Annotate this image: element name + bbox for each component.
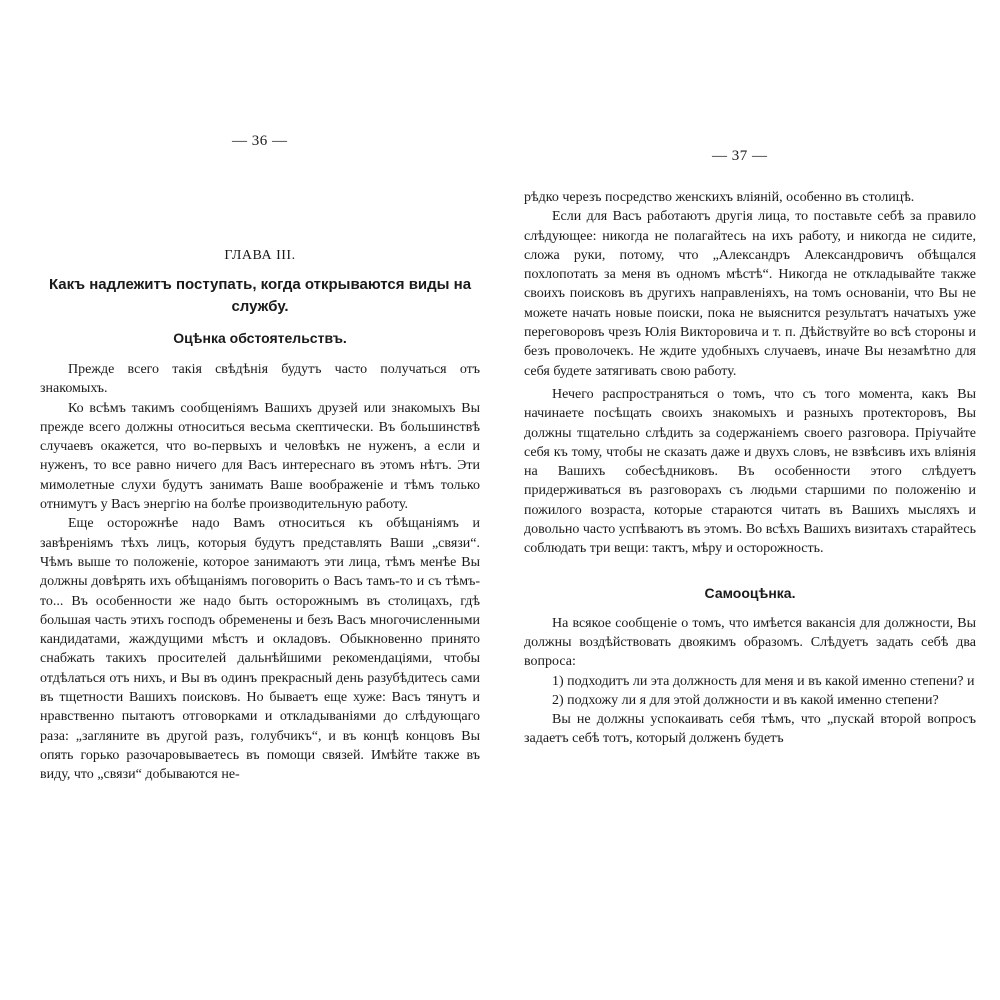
text-column (40, 247, 480, 785)
list-item: 2) подхожу ли я для этой должности и въ какой именно степени? (552, 692, 939, 708)
chapter-title: Какъ надлежитъ поступать, когда открываются виды на службу. (48, 276, 472, 315)
right-page (500, 0, 1000, 1000)
paragraph: Вы не должны успокаивать себя тѣмъ, что „пускай второй вопросъ задаетъ себѣ тотъ, который долженъ будетъ (524, 712, 976, 747)
section-heading: Самооцѣнка. (704, 584, 796, 601)
page-number: — 36 — (232, 133, 288, 149)
page-number: — 37 — (712, 148, 768, 164)
chapter-heading: ГЛАВА III. (224, 248, 296, 263)
paragraph: Еще осторожнѣе надо Вамъ относиться къ обѣщаніямъ и завѣреніямъ тѣхъ лицъ, которыя будутъ представлять Ваши „связи“. Чѣмъ выше то положеніе, которое занимаютъ эти лица, тѣмъ менѣе Вы должны довѣрять ихъ обѣщаніямъ поговорить о Васъ тамъ-то и съ тѣмъ-то... Въ особенности же надо быть осторожнымъ въ столицахъ, гдѣ большая часть этихъ господъ обременены и безъ Васъ многочисленными кандидатами, жаждущими мѣстъ и окладовъ. Обыкновенно принято снабжать такихъ просителей дальнѣйшими рекомендаціями, чтобы отдѣлаться отъ нихъ, и Вы въ одинъ прекрасный день разубѣдитесь сами въ тщетности Вашихъ поисковъ. Но бываетъ еще хуже: Васъ тянутъ и нравственно пытаютъ отговорками и откладываніями до слѣдующаго раза: „загляните въ другой разъ, голубчикъ“, и въ концѣ концовъ Вы опять горько разочаровываетесь въ помощи связей. Имѣйте также въ виду, что „связи“ добываются не- (40, 516, 480, 783)
paragraph: Если для Васъ работаютъ другія лица, то поставьте себѣ за правило слѣдующее: никогда не полагайтесь на ихъ работу, и никогда не сидите, сложа руки, потому, что „Александръ Александровичъ обѣщался похлопотать за меня въ одномъ мѣстѣ“. Никогда не откладывайте также своихъ поисковъ въ другихъ направленіяхъ, на томъ основаніи, что Вы не можете начать новые поиски, пока не выяснится результатъ начатыхъ уже переговоровъ чрезъ Юлія Викторовича и т. п. Дѣйствуйте во всѣ стороны и безъ проволочекъ. Не ждите удобныхъ случаевъ, иначе Вы незамѣтно для себя будете затягивать свою работу. (524, 209, 976, 379)
list-item: 1) подходитъ ли эта должность для меня и въ какой именно степени? и (552, 673, 975, 689)
paragraph: рѣдко черезъ посредство женскихъ вліяній, особенно въ столицѣ. (524, 190, 915, 205)
paragraph: Ко всѣмъ такимъ сообщеніямъ Вашихъ друзей или знакомыхъ Вы прежде всего должны относиться весьма скептически. Въ большинствѣ случаевъ окажется, что во-первыхъ и человѣкъ не нуженъ, а если и нуженъ, то все равно ничего для Васъ интереснаго въ этомъ нѣтъ. Эти мимолетные слухи будутъ занимать Ваше воображеніе и тѣмъ только отнимутъ у Васъ энергію на болѣе производительную работу. (40, 400, 480, 513)
paragraph: Нечего распространяться о томъ, что съ того момента, какъ Вы начинаете посѣщать своихъ знакомыхъ и разныхъ протекторовъ, Вы должны тщательно слѣдить за содержаніемъ своего разговора. Пріучайте себя къ тому, чтобы не сказать даже и двухъ словъ, не взвѣсивъ ихъ вліянія на Вашихъ собесѣдниковъ. Въ особенности этого слѣдуетъ придерживаться въ разговорахъ съ людьми старшими по положенію и пожилого возраста, которые стараются читать въ Вашихъ мысляхъ и довольно часто успѣваютъ въ этомъ. Во всѣхъ Вашихъ визитахъ старайтесь соблюдать три вещи: тактъ, мѣру и осторожность. (524, 386, 976, 557)
text-column (524, 188, 976, 749)
paragraph: На всякое сообщеніе о томъ, что имѣется вакансія для должности, Вы должны воздѣйствовать двоякимъ образомъ. Слѣдуетъ задать себѣ два вопроса: (524, 615, 976, 670)
paragraph: Прежде всего такія свѣдѣнія будутъ часто получаться отъ знакомыхъ. (40, 362, 480, 397)
section-heading: Оцѣнка обстоятельствъ. (173, 330, 347, 346)
